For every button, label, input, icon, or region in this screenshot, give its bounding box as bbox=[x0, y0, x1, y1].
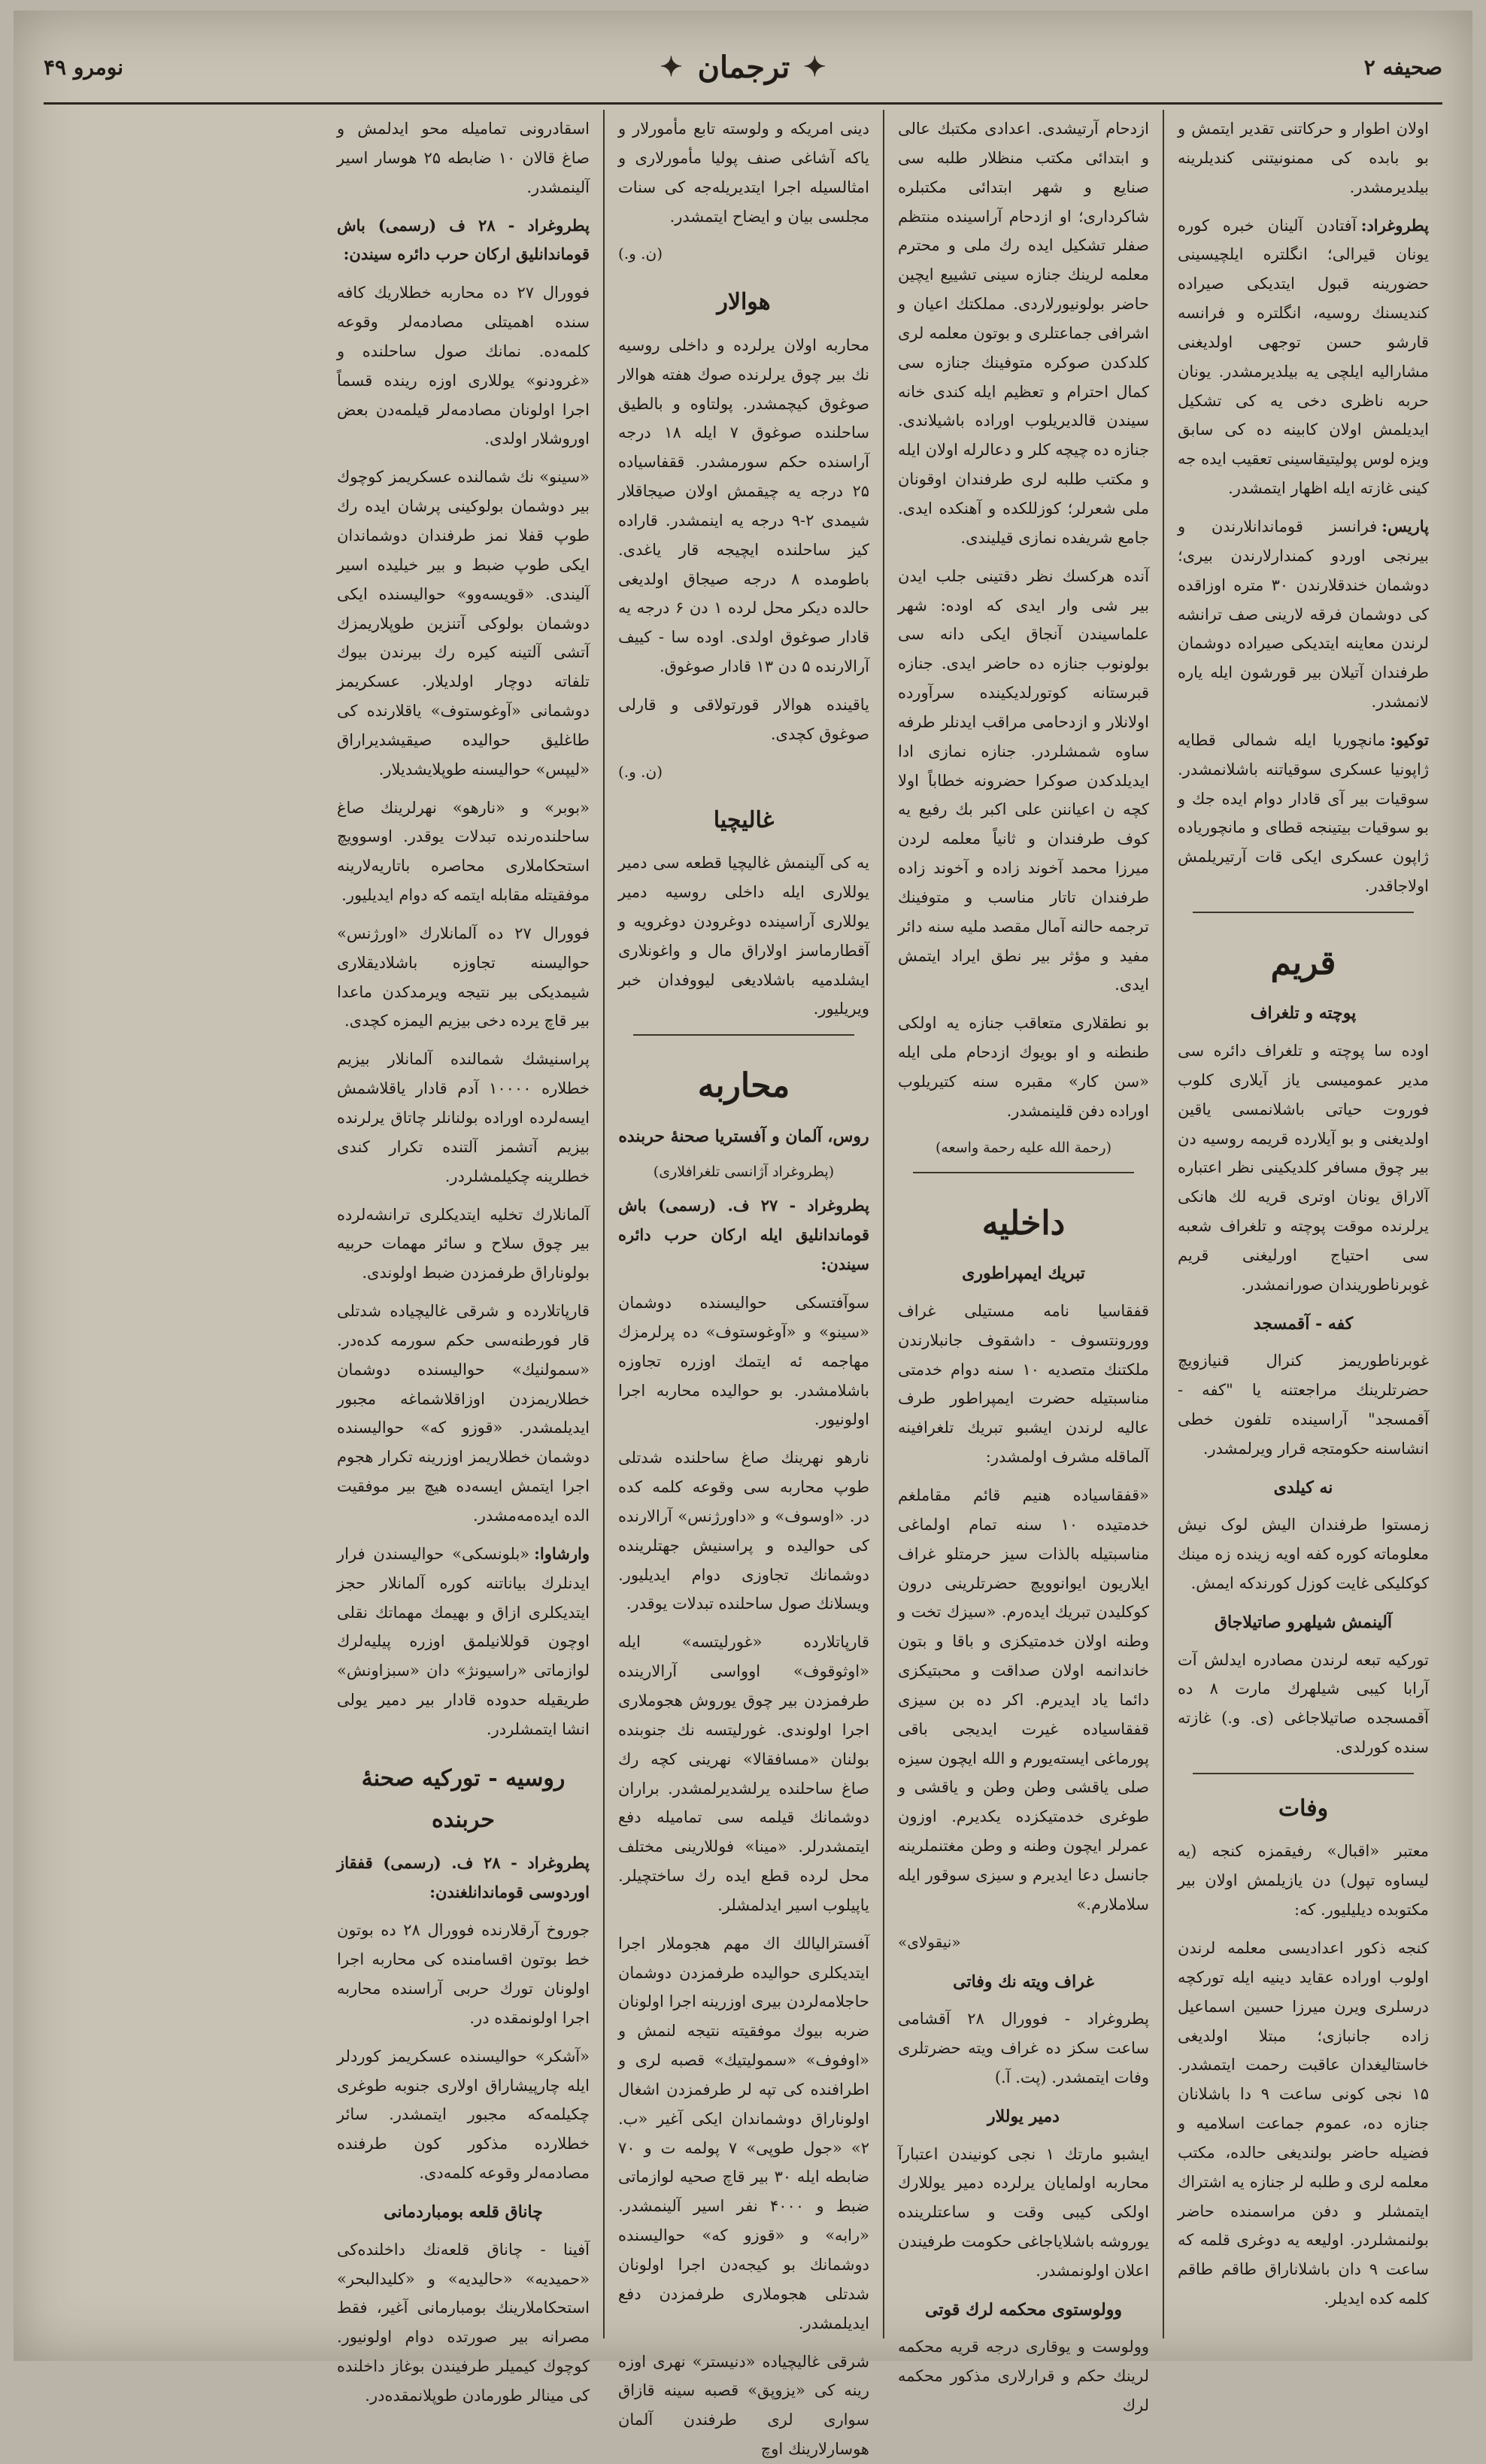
article-text: ازدحام آرتیشدی. اعدادی مکتبك عالی و ابتدائی مکتب منظلار طلبه سی صنایع و شهر ابتدائی مکتبلره شاکرداری؛ او ازدحام آراسینده منتظم صفلر تشکیل ایده رك ملی و محترم معلمه لرینك جنازه سینی تشییع ایچین حاضر بولونیورلاردی. مملکتك اعیان و اشرافی جماعتلری و بوتون معلمه لری کلدکدن صوکره متوفینك جنازه سی کمال احترام و تعظیم ایله کندی خانه سیندن قالدیریلوب اوراده باشیلاندی. جنازه ده چیچه کلر و دعالرله اولان ایله و مکتب طلبه لری طرفندان اوقونان ملی شعرلر؛ کوزللکده و آهنکده ایدی. جامع شریفده نمازی قیلیندی. bbox=[898, 120, 1149, 547]
article-text: اولان اطوار و حرکاتنی تقدیر ایتمش و بو بابده کی ممنونیتنی کندیلرینه بیلدیرمشدر. bbox=[1178, 120, 1429, 196]
article-quote: «قفقاسیاده هنیم قائم مقاملغم خدمتیده ۱۰ سنه تمام اولماغی مناسبتیله بالذات سیز حرمتلو غراف ایلاریون ایوانوویچ حضرتلرینی درون کوکلیدن تبریك ایده‌رم. «سیزك تخت و وطنه اولان خدمتیکزی و باقا و بتون خاندانمه اولان صداقت و محبتیکزی دائما یاد ایدیرم. اکر ده بن سیزی قفقاسیاده غیرت ایدیجی باقی پورماغی ایسته‌یورم و الله ایچون سیزه صلی یاقشی وطن وطن و یاقشی و طوغری خدمتیکزده یکدیرم. اوزون عمرلر ایچون وطنه و وطن مغتنملرینه جانسل دعا ایدیرم و سیزی سوقور ایله سلاملارم.» bbox=[898, 1485, 1149, 1913]
news-item bbox=[337, 1540, 590, 1744]
article-text: «سینو» نك شمالنده عسکریمز کوچوك بیر دوشمان بولوکینی پرشان ایده رك طوپ قفلا نمز طرفندان دوشماندان ایکی طوپ ضبط و بیر خیلیده اسیر آلیندی. «قویسه‌وو» حوالیسنده ایکی دوشمان بولوکی آتنزین طوپلاریمزك آتشی آلتینه کیره رك بیرندن بیوك تلفاته دوچار اولدیلار. عسکریمز دوشمانی «آوغوستوف» یاقلارنده کی طاغلیق حوالیده صیقیشدیراراق «لیپس» حوالیسنه طوپلایشدیلار. bbox=[337, 468, 590, 778]
section-divider bbox=[1193, 1773, 1414, 1774]
article-text: آنده هرکسك نظر دقتینی جلب ایدن بیر شی وار ایدی که اوده: شهر علماسیندن آنجاق ایکی دانه سی بولونوب جنازه ده حاضر ایدی. جنازه قبرستانه کوتورلدیکینده سرآورده اولانلار و ازدحامی مراقب ایدنلر طرفه ساوه شمشلردر. جنازه نمازی ادا ایدیلدکدن صوکرا حضرونه خطاباً اولا کچه ن اعیاننن علی اکبر بك رفیع یه کوف طرفندان و ثانیاً معلمه لردن میرزا محمد آخوند زاده و آخوند زاده طرفندان تاتار مناسب و متوفینك ترجمه حالنه آمال مقصد ملیه سنه دائر مفید و مؤثر بیر نطق ایراد ایتمش ایدی. bbox=[898, 566, 1149, 994]
article-text: قفقاسیا نامه مستیلی غراف وورونتسوف - داشقوف جانبلارندن ملکتنك متصدیه ۱۰ سنه دوام خدمتی مناسبتیله حضرت ایمپراطور طرف عالیه لرندن ایشبو تبریك تلغرافینه آلماقله مشرف اولمشدر: bbox=[898, 1301, 1149, 1467]
page-header bbox=[44, 33, 1442, 101]
article-text: بو نطقلاری متعاقب جنازه یه اولکی طنطنه و او بویوك ازدحام ملی ایله «سن کار» مقبره سنه کتیریلوب اوراده دفن قلینمشدر. bbox=[898, 1014, 1149, 1120]
subheading: آلینمش شیلهرو صاتیلاجاق bbox=[1214, 1612, 1393, 1632]
subheading: روس، آلمان و آفستریا صحنهٔ حربنده bbox=[618, 1126, 869, 1146]
masthead-title: ترجمان bbox=[697, 49, 790, 85]
section-divider bbox=[633, 1034, 854, 1036]
masthead bbox=[660, 50, 827, 85]
subheading: کفه - آقمسجد bbox=[1253, 1313, 1354, 1334]
header-rule bbox=[44, 102, 1442, 105]
article-text: اسقادرونی تمامیله محو ایدلمش و صاغ قالان ۱۰ ضابطه ۲۵ هوسار اسیر آلینمشدر. bbox=[337, 120, 590, 196]
article-text: فوورال ۲۷ ده محاربه خطلاریك کافه سنده اهمیتلی مصادمه‌لر وقوعه کلمه‌ده. نمانك صول ساحلنده و «غرودنو» یوللاری اوزه رینده قسماً اجرا اولونان مصادمه‌لر قیلمه‌دن بعض اوروشلار اولدی. bbox=[337, 284, 590, 448]
article-text: کنجه ذکور اعدادیسی معلمه لرندن اولوب اوراده عقاید دینیه ایله تورکچه درسلری ویرن میرزا حسین اسماعیل زاده جانبازی؛ مبتلا اولدیغی خاستالیغدان عاقبت رحمت ایتمشدر. ۱۵ نجی کونی ساعت ۹ دا باشلانان جنازه ده، عموم جماعت اسلامیه و فضیله حاضر بولندیغی حالده، مکتب معلمه لری و طلبه لر جنازه یه اشتراك ایتمشلر و دفن مراسمنده حاضر بولنمشلردر. اولیعه یه دوغری قلمه که ساعت ۹ دان باشلاناراق طاقم طاقم کلمه کده ایدیلر. bbox=[1178, 1938, 1429, 2308]
article-text: ایشبو مارتك ۱ نجی کونیندن اعتبارآ محاربه اولمایان یرلرده دمیر یوللارك اولکی کیبی وقت و ساعتلرینده یوروشه باشلایاجاغی حکومت طرفیندن اعلان اولونمشدر. bbox=[898, 2144, 1150, 2280]
article-text: اوده سا پوچته و تلغراف دائره سی مدیر عمومیسی یاز آیلاری کلوب فوروت حیاتی باشلانمسی یاقین اولدیغنی و بو آیلارده قریمه روسیه دن بیر چوق مسافر کلدیکینی نظر اعتباره آلاراق یونان اوتری قریه لك هانکی یرلرنده موقت پوچته و تلغراف شعبه سی احتیاج اورلیغنی قریم غوبرناطوریندان صورانمشدر. bbox=[1178, 1042, 1429, 1294]
article-text: «آشکر» حوالیسنده عسکریمز کوردلر ایله چارپیشاراق اولاری جنوبه طوغری چکیلمه‌که مجبور ایتمشدر. سائر خطلارده مذکور کون طرفنده مصادمه‌لر وقوعه کلمه‌دی. bbox=[337, 2047, 590, 2183]
section-divider bbox=[1193, 912, 1414, 913]
prayer-line: (رحمة الله علیه رحمة واسعه) bbox=[936, 1139, 1111, 1156]
section-title-russia-turkey: روسیه - تورکیه صحنهٔ حربنده bbox=[361, 1765, 566, 1834]
dateline: پطروغراد - ۲۸ ف. (رسمی) قفقاز اوردوسی قوماندانلغندن: bbox=[337, 1853, 590, 1901]
source-line: (پطروغراد آژانسی تلغرافلاری) bbox=[653, 1164, 835, 1181]
article-text: معتبر «اقبال» رفیقمزه کنجه (یه لیساوه تپول) دن یازیلمش اولان بیر مکتوبده دیلیلیور. که: bbox=[1178, 1842, 1429, 1919]
signature: «نیقولای» bbox=[898, 1932, 961, 1951]
article-text: آلمانلارك تخلیه ایتدیکلری ترانشه‌لرده بیر چوق سلاح و سائر مهمات حربیه بولوناراق طرفمزدن ضبط اولوندی. bbox=[337, 1205, 590, 1282]
article-text: قارپاتلارده و شرقی غالیچیاده شدتلی قار فورطنه‌سی حکم سورمه کده‌در. «سمولنیك» حوالیسنده دوشمان خطلاریمزدن اوزاقلاشماغه مجبور ایدیلمشدر. «قوزو که» حوالیسنده دوشمان خطلاریمز اوزرینه تکرار هجوم اجرا ایتمش ایسه‌ده هیچ بیر موفقیت الده ایده‌مه‌مشدر. bbox=[337, 1302, 590, 1525]
article-text: دینی امریکه و ولوسته تابع مأمورلار و یاکه آشاغی صنف پولیا مأمورلاری و امثالسیله اجرا ایتدیریله‌جه کی سنات مجلسی بیان و ایضاح ایتمشدر. bbox=[618, 120, 869, 226]
newspaper-page bbox=[14, 11, 1472, 2459]
article-text: نارهو نهرینك صاغ ساحلنده شدتلی طوپ محاربه سی وقوعه کلمه کده در. «اوسوف» و «داورژنس» آرالارنده کی حوالیده و پراسنیش جهتلرینده دوشمانك تجاوزی دوام ایدیلیور. ویسلانك صول ساحلنده تبدلات یوقدر. bbox=[618, 1449, 869, 1613]
dateline: وارشاوا: bbox=[534, 1543, 590, 1563]
article-text: غوبرناطوریمز کنرال قنیازویچ حضرتلرینك مراجعتنه یا "کفه - آقمسجد" آراسینده تلفون خطی انشاسنه حکومتجه قرار ویرلمشدر. bbox=[1178, 1352, 1429, 1458]
article-text: آفینا - چاناق قلعه‌نك داخلنده‌کی «حمیدیه» «حالیدیه» و «کلیدالبحر» استحکاملارینك بومبارمانی آغیر، فقط مصرانه بیر صورتده دوام اولونیور. کوچوك کیمیلر طرفیندن بوغاز داخلنده کی مینالر طورمادن طوپلانمقده‌در. bbox=[337, 2240, 590, 2405]
article-text: آفسترالیالك اك مهم هجوملار اجرا ایتدیکلری حوالیده طرفمزدن دوشمان حاجلامه‌لردن بیری اوزرینه اجرا اولونان ضربه بیوك موفقیته نتیجه لنمش و «اوفوف» «سمولیتیك» قصبه لری و اطرافنده کی تپه لر طرفمزدن اشغال اولوناراق دوشماندان ایکی آغیر «ب. ۲» «جول طوپی» ۷ پولمه ت و ۷۰ ضابطه ایله ۳۰ بیر قاچ صحیه لوازماتی ضبط و ۴۰۰۰ نفر اسیر آلینمشدر. «رابه» و «قوزو که» حوالیسنده دوشمانك بو کیجه‌دن اجرا اولونان شدتلی هجوملاری طرفمزدن دفع ایدیلمشدر. bbox=[618, 1934, 870, 2332]
news-text: آفتادن آلینان خبره کوره یونان قیرالی؛ انگلتره ایلچیسینی حضورینه قبول ایتدیکی صیراده کندیسنك روسیه، انگلتره و فرانسه قارشو حسن توجهی اولدیغنی مشارالیه ایلچی یه بیلدیرمشدر. یونان حربه ناظری دخی یه کی تشکیل ایدیلمش اولان کابینه ده کی سابق ویزه لوس پولیتیقاسینی تعقیب ایده جه کینی غازته ایله اظهار ایتمشدر. bbox=[1178, 216, 1429, 498]
star-ornament-icon: ✦ bbox=[803, 51, 828, 83]
article-text: «بوبر» و «نارهو» نهرلرینك صاغ ساحلنده‌رنده تبدلات یوقدر. اوسوویچ استحکاملاری محاصره باتاریه‌لارینه موفقیتله مقابله ایتمه که دوام ایدیلیور. bbox=[337, 798, 590, 905]
dateline: توکیو: bbox=[1390, 730, 1429, 749]
columns bbox=[44, 110, 1442, 2459]
subheading: چاناق قلعه بومباردمانی bbox=[384, 2202, 543, 2222]
column-3 bbox=[603, 110, 883, 2459]
page-number: صحیفه ۲ bbox=[1363, 54, 1442, 80]
subheading: دمیر یوللار bbox=[987, 2106, 1060, 2126]
section-title-weather: هوالار bbox=[717, 289, 771, 316]
source-tag: (ن. و.) bbox=[618, 762, 663, 781]
article-text: فوورال ۲۷ ده آلمانلارك «اورژنس» حوالیسنه تجاوزه باشلادیقلاری شیمدیکی بیر نتیجه ویرمدکدن ماعدا بیر قاچ یرده دخی بیزیم الیمزه کچدی. bbox=[337, 924, 590, 1030]
article-text: وولوست و یوقاری درجه قریه محکمه لرینك حکم و قرارلاری مذکور محکمه لرك bbox=[898, 2338, 1149, 2415]
issue-number: نومرو ۴۹ bbox=[44, 54, 124, 80]
article-text: پراسنیشك شمالنده آلمانلار بیزیم خطلاره ۱۰۰۰۰ آدم قادار یاقلاشمش ایسه‌لرده اوراده بولنانلر چاتاق یرلرنده بیزیم آتشمز آلتنده تکرار کندی خطلرینه چکیلمشلردر. bbox=[337, 1050, 590, 1185]
column-4 bbox=[323, 110, 603, 2405]
section-title-war: محاربه bbox=[697, 1067, 790, 1106]
subheading: پوچته و تلغراف bbox=[1250, 1003, 1357, 1024]
article-text: جوروخ آرقلارنده فوورال ۲۸ ده بوتون خط بوتون اقسامنده کی محاربه اجرا اولونان تورك حربی آراسنده محاربه اجرا اولونمقده در. bbox=[337, 1921, 590, 2027]
article-text: پطروغراد - فوورال ۲۸ آقشامی ساعت سکز ده غراف ویته حضرتلری وفات ایتمشدر. (پت. آ.) bbox=[898, 2010, 1149, 2086]
source-tag: (ن. و.) bbox=[618, 244, 663, 263]
section-title-domestic: داخلیه bbox=[981, 1203, 1066, 1243]
article-text: یاقینده هوالار قورتولاقی و قارلی صوغوق کچدی. bbox=[618, 696, 869, 743]
article-text: تورکیه تبعه لرندن مصادره ایدلش آت آرابا کیبی شیلهرك مارت ۸ ده آقمسجده صاتیلاجاغی (ی. و.) غازته سنده کورلدی. bbox=[1178, 1650, 1429, 1757]
subheading: وولوستوی محکمه لرك قوتی bbox=[925, 2299, 1122, 2320]
dateline: پطروغراد - ۲۷ ف. (رسمی) باش قوماندانلیق ایله ارکان حرب دائره سیندن: bbox=[618, 1196, 869, 1274]
section-title-galicia: غالیچیا bbox=[713, 806, 775, 833]
section-divider bbox=[913, 1172, 1134, 1173]
news-item bbox=[1178, 726, 1429, 901]
article-text: یه کی آلینمش غالیچیا قطعه سی دمیر یوللاری ایله داخلی روسیه دمیر یوللاری آراسینده دوغرودن دوغرویه و آقطارماسز اولاراق مال و واغونلاری ایشلدمیه باشلادیغی لیووفدان خبر ویریلیور. bbox=[618, 854, 869, 1018]
article-text: زمستوا طرفندان الیش لوک نیش معلوماته کوره کفه اویه زینده زه مینك کوکلیکی غایت کوزل کورندکه ایمش. bbox=[1178, 1516, 1429, 1593]
article-text: سوآفتسکی حوالیسنده دوشمان «سینو» و «آوغوستوف» ده پرلرمزك مهاجمه ئه ایتمك اوزره تجاوزه باشلامشدر. بو حوالیده محاربه اجرا اولونیور. bbox=[618, 1294, 869, 1429]
article-text: محاربه اولان یرلرده و داخلی روسیه نك بیر چوق یرلرنده صوك هفته هوالار صوغوق کیچمشدر. پولتاوه و بالطیق ساحلنده صوغوق ۷ ایله ۱۸ درجه آراسنده حکم سورمشدر. ققفاسیاده ۲۵ درجه یه چیقمش اولان صیجاقلار شیمدی ۲-۹ درجه یه اینمشدر. قاراده کیز ساحلنده ایچیجه قار یاغدی. باطومده ۸ درجه صیجاق اولدیغی حالده دیکر محل لرده ۱ دن ۶ درجه یه قادار صوغوق اولدی. اوده سا - کییف آرالارنده ۵ دن ۱۳ قادار صوغوق. bbox=[618, 335, 869, 676]
star-ornament-icon: ✦ bbox=[660, 51, 684, 83]
news-item bbox=[1178, 211, 1429, 503]
news-text: مانچوریا ایله شمالی قطایه ژاپونیا عسکری سوقیاتنه باشلانمشدر. سوقیات بیر آی قادار دوام ایده جك و بو سوقیات بیتینجه قطای و مانچوریاده ژاپون عسکری ایکی قات آرتیریلمش اولاجاقدر. bbox=[1178, 730, 1429, 896]
section-title-obituary: وفات bbox=[1278, 1795, 1329, 1822]
column-2 bbox=[883, 110, 1163, 2415]
dateline: پطروغراد: bbox=[1360, 215, 1429, 235]
dateline: پطروغراد - ۲۸ ف (رسمی) باش قوماندانلیق ارکان حرب دائره سیندن: bbox=[337, 215, 590, 264]
news-text: «بلونسکی» حوالیسندن فرار ایدنلرك بیاناتنه کوره آلمانلار حجز ایتدیکلری ازاق و بهیمك مهماتك نقلی اوچون قوللانیلمق اوزره پیلیه‌لرك لوازماتی «راسیونژ» دان «سبزاونش» طریقیله حدوده قادار بیر دمیر یولی انشا ایتمشلردر. bbox=[337, 1544, 590, 1738]
column-1 bbox=[1163, 110, 1442, 2338]
dateline: پاریس: bbox=[1381, 516, 1429, 536]
subheading: نه کیلدی bbox=[1273, 1477, 1333, 1498]
subheading: تبریك ایمپراطوری bbox=[962, 1264, 1085, 1284]
news-text: فرانسز قوماندانلارندن و بیرنجی اوردو کمندارلارندن بیری؛ دوشمان خندقلارندن ۳۰ متره اوزاقده کی دوشمان فرقه لارینی صف ترانشه لرندن معاینه ایتدیکی صیراده دوشمان طرفندان آتیلان بیر قورشون ایله یاره لانمشدر. bbox=[1178, 517, 1429, 712]
section-title-crimea: قریم bbox=[1270, 943, 1336, 982]
article-text: شرقی غالیچیاده «دنیستر» نهری اوزه رینه کی «یزوپق» قصبه سینه قازاق سواری لری طرفندن آلمان هوسارلارینك اوچ bbox=[618, 2352, 869, 2459]
news-item bbox=[1178, 512, 1429, 717]
subheading: غراف ویته نك وفاتی bbox=[953, 1971, 1094, 1992]
article-text: قارپاتلارده «غورلیتسه» ایله «اوثوقوف» اوواسی آرالارینده طرفمزدن بیر چوق یوروش هجوملاری اجرا اولوندی. غورلیتسه نك جنوبنده بولنان «مسافقالا» نهرینی کچه رك صاغ ساحلنده یرلشدیرلمشدر. براران دوشمانك قیلمه سی تمامیله دفع ایتمشدرلر. «مینا» فوللارینی مختلف محل لرده قطع ایده رك ساختچیلر. یاپیلوب اسیر ایدلمشلر. bbox=[618, 1633, 869, 1914]
